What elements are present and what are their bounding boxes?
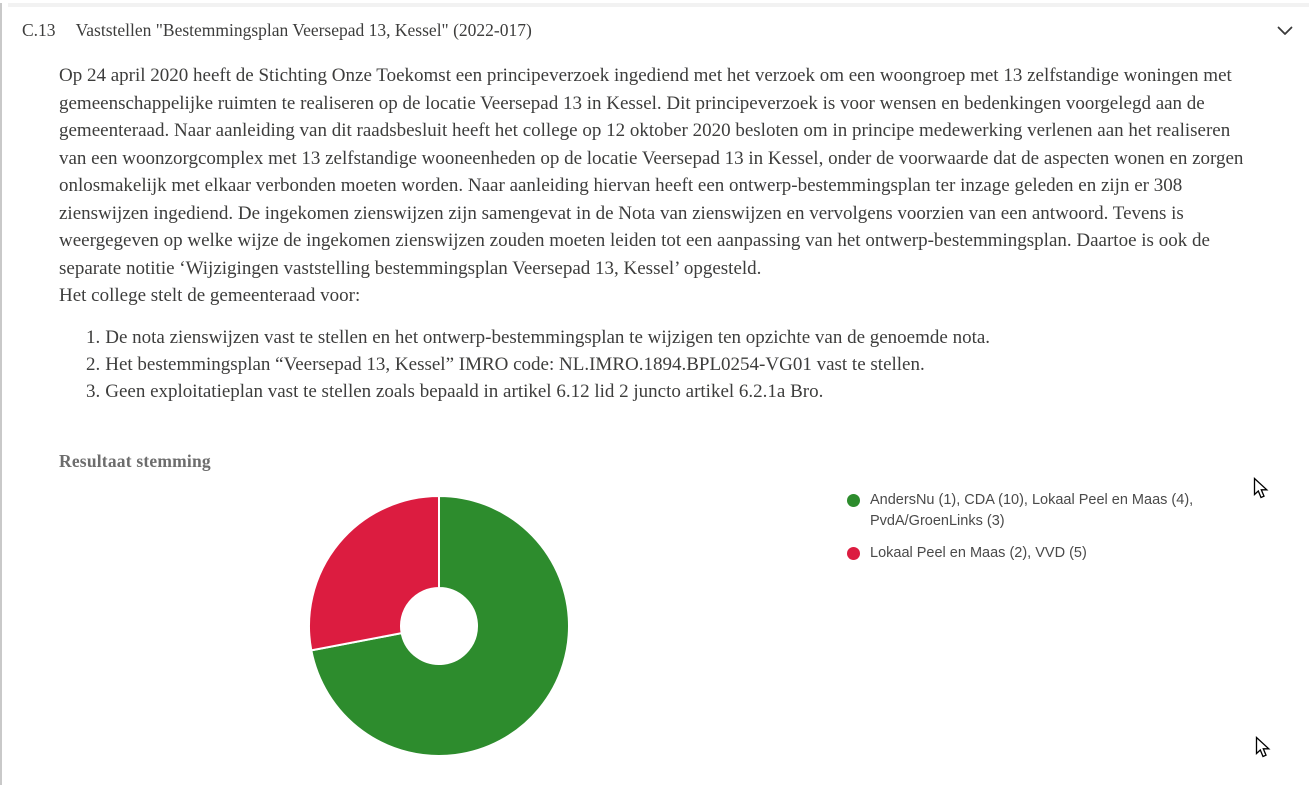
collapse-button[interactable] (1275, 20, 1295, 43)
description-paragraph (59, 62, 1251, 310)
agenda-item-header[interactable] (2, 7, 1309, 43)
list-item (86, 351, 1224, 378)
legend-dot-green (847, 494, 860, 507)
vote-result-heading: Resultaat stemming (59, 450, 211, 471)
legend-item-against (847, 543, 1254, 564)
list-item-number: 2. (86, 353, 101, 375)
donut-slice (309, 496, 439, 650)
vote-chart-section (59, 490, 1254, 762)
donut-chart-wrap (308, 495, 570, 762)
chevron-down-icon (1277, 24, 1293, 39)
legend-label: Lokaal Peel en Maas (2), VVD (5) (870, 544, 1087, 561)
agenda-item-number: C.13 (22, 20, 56, 40)
legend-item-for (847, 490, 1254, 532)
agenda-item-body (2, 62, 1309, 762)
list-item-number: 3. (86, 381, 101, 403)
legend-label: AndersNu (1), CDA (10), Lokaal Peel en Maas (4), PvdA/GroenLinks (3) (870, 491, 1194, 529)
legend-dot-red (847, 547, 860, 560)
description-text: Op 24 april 2020 heeft de Stichting Onze Toekomst een principeverzoek ingediend met het verzoek om een woongroep met 13 zelfstandige woningen met gemeenschappelijke ruimten te realiseren op de locatie Veersepad 13 in Kessel. Dit principeverzoek is voor wensen en bedenkingen voorgelegd aan de gemeenteraad. Naar aanleiding van dit raadsbesluit heeft het college op 12 oktober 2020 besloten om in principe medewerking verlenen aan het realiseren van een woonzorgcomplex met 13 zelfstandige wooneenheden op de locatie Veersepad 13 in Kessel, onder de voorwaarde dat de aspecten wonen en zorgen onlosmakelijk met elkaar verbonden moeten worden. Naar aanleiding hiervan heeft een ontwerp-bestemmingsplan ter inzage geleden en zijn er 308 zienswijzen ingediend. De ingekomen zienswijzen zijn samengevat in de Nota van zienswijzen en vervolgens voorzien van een antwoord. Tevens is weergegeven op welke wijze de ingekomen zienswijzen zouden moeten leiden tot een aanpassing van het ontwerp-bestemmingsplan. Daartoe is ook de separate notitie ‘Wijzigingen vaststelling bestemmingsplan Veersepad 13, Kessel’ opgesteld. (59, 65, 1244, 279)
list-item-number: 1. (86, 326, 101, 348)
list-item-text: Het bestemmingsplan “Veersepad 13, Kessel” IMRO code: NL.IMRO.1894.BPL0254-VG01 vast te stellen. (105, 353, 925, 375)
list-item-text: De nota zienswijzen vast te stellen en het ontwerp-bestemmingsplan te wijzigen ten opzichte van de genoemde nota. (105, 326, 991, 348)
proposal-list (59, 324, 1224, 406)
agenda-item-title: Vaststellen "Bestemmingsplan Veersepad 13, Kessel" (2022-017) (75, 20, 532, 40)
list-item (86, 324, 1224, 351)
donut-chart (308, 495, 570, 757)
list-item (86, 378, 1224, 405)
chart-legend (847, 490, 1254, 575)
proposal-lead-text: Het college stelt de gemeenteraad voor: (59, 285, 361, 306)
agenda-item-panel (0, 3, 1309, 785)
list-item-text: Geen exploitatieplan vast te stellen zoals bepaald in artikel 6.12 lid 2 juncto artikel 6.2.1a Bro. (105, 381, 824, 403)
